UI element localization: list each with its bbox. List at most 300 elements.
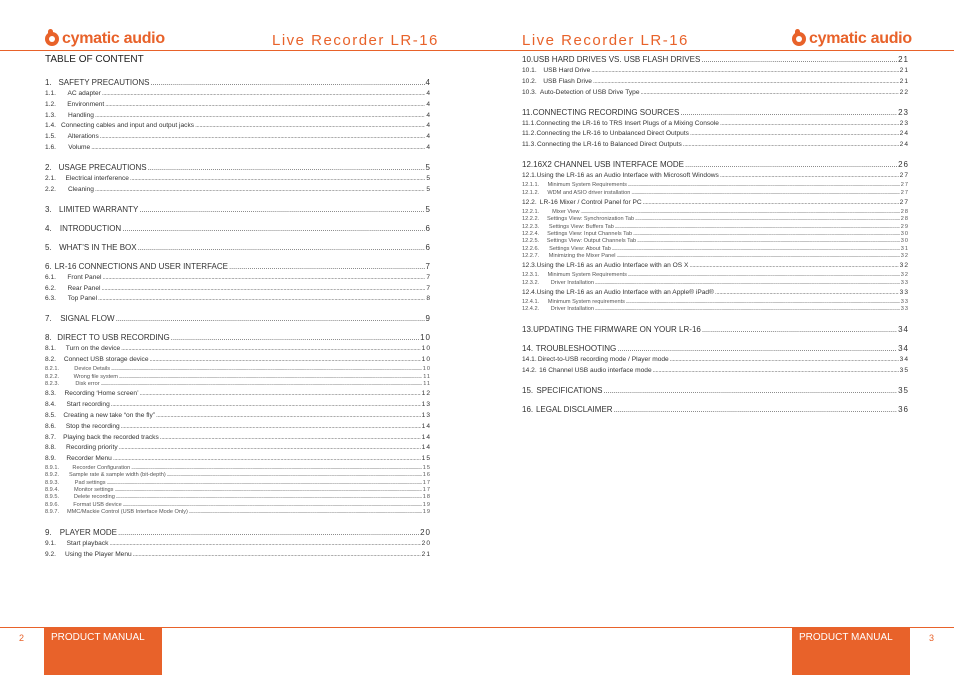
toc-entry-page: 4: [426, 133, 431, 141]
toc-entry: [45, 101, 431, 108]
toc-entry-number: 9.: [45, 527, 52, 537]
toc-entry-title: Wrong file system: [73, 373, 118, 380]
toc-entry: [522, 130, 909, 137]
toc-entry: [522, 405, 909, 414]
toc-entry-page: 32: [900, 252, 909, 259]
toc-entry-number: 6.1.: [45, 273, 56, 281]
dot-leader: [139, 205, 424, 214]
toc-entry-number: 1.2.: [45, 100, 56, 108]
toc-entry-title: 16X2 CHANNEL USB INTERFACE MODE: [533, 160, 684, 170]
dot-leader: [614, 405, 898, 414]
toc-entry-number: 12.1.1.: [522, 182, 540, 189]
toc-entry: [522, 246, 909, 252]
toc-entry-number: 1.3.: [45, 111, 56, 119]
toc-entry: [522, 306, 909, 312]
toc-entry-number: 12.2.2.: [522, 216, 540, 223]
dot-leader: [131, 465, 422, 471]
toc-entry-number: 11.3.: [522, 141, 537, 149]
toc-entry-title: LIMITED WARRANTY: [59, 204, 139, 214]
toc-entry: [522, 367, 909, 374]
toc-entry-number: 8.6.: [45, 422, 56, 430]
toc-entry-title: Settings View: Output Channels Tab: [546, 238, 637, 245]
toc-entry-page: 14: [421, 422, 431, 430]
toc-entry-number: 10.1.: [522, 67, 537, 74]
toc-entry: [45, 540, 431, 547]
toc-entry-page: 15: [421, 455, 431, 463]
toc-entry: [45, 90, 431, 97]
toc-entry-page: 33: [900, 299, 909, 306]
toc-entry: [45, 224, 431, 233]
toc-entry-number: 10.2.: [522, 77, 537, 85]
dot-leader: [683, 141, 899, 148]
brand-name: cymatic audio: [62, 30, 165, 47]
dot-leader: [641, 89, 899, 96]
page-number-right: 3: [929, 633, 935, 643]
toc-entry-page: 36: [898, 405, 909, 415]
toc-entry-page: 33: [900, 279, 909, 286]
toc-entry-page: 15: [422, 465, 431, 472]
toc-entry-number: 1.6.: [45, 144, 56, 151]
toc-entry-page: 14: [421, 433, 431, 441]
toc-entry-page: 33: [899, 289, 909, 297]
dot-leader: [118, 528, 419, 537]
header-rule: [0, 50, 954, 51]
dot-leader: [595, 280, 900, 286]
toc-entry-title: INTRODUCTION: [59, 223, 122, 233]
dot-leader: [121, 345, 420, 352]
toc-entry-title: USAGE PRECAUTIONS: [58, 163, 147, 172]
dot-leader: [122, 224, 424, 233]
toc-entry-number: 8.2.2.: [45, 373, 59, 380]
toc-entry-page: 10: [420, 333, 431, 343]
toc-entry: [45, 262, 431, 271]
toc-entry: [45, 444, 431, 451]
dot-leader: [119, 374, 422, 380]
toc-entry-title: Connecting the LR-16 to TRS Insert Plugs of a Mixing Console: [536, 119, 719, 127]
toc-entry: [45, 480, 431, 486]
toc-entry: [522, 55, 909, 64]
toc-entry-title: Sample rate & sample width (bit-depth): [69, 472, 166, 479]
toc-entry: [45, 494, 431, 500]
toc-entry-page: 9: [425, 314, 431, 324]
dot-leader: [148, 163, 425, 172]
toc-entry-title: Minimum System Requirements: [547, 272, 627, 279]
toc-entry: [522, 120, 909, 127]
dot-leader: [631, 190, 899, 196]
toc-entry-page: 8: [426, 295, 431, 303]
toc-entry-page: 16: [422, 472, 431, 479]
toc-entry-number: 6.2.: [45, 284, 56, 292]
toc-entry: [522, 190, 909, 196]
dot-leader: [111, 366, 422, 372]
toc-entry-number: 8.9.5.: [45, 494, 59, 501]
toc-entry: [45, 423, 431, 430]
toc-entry: [45, 333, 431, 342]
dot-leader: [643, 199, 899, 206]
toc-entry: [45, 509, 431, 515]
toc-entry: [45, 390, 431, 397]
toc-entry-title: Minimum System requirements: [547, 299, 625, 306]
toc-entry: [45, 401, 431, 408]
page-number-left: 2: [19, 633, 25, 643]
toc-entry-number: 9.2.: [45, 550, 56, 558]
toc-entry-title: DIRECT TO USB RECORDING: [57, 333, 170, 343]
toc-entry-title: Auto-Detection of USB Drive Type: [539, 88, 640, 96]
toc-entry-page: 34: [898, 325, 909, 335]
toc-entry-page: 17: [422, 479, 431, 486]
toc-entry-title: USB Hard Drive: [543, 67, 591, 74]
toc-entry: [45, 205, 431, 214]
toc-entry-number: 12.2.1.: [522, 209, 540, 215]
dot-leader: [91, 144, 425, 151]
toc-entry-title: Recording priority: [65, 444, 118, 452]
dot-leader: [105, 101, 425, 108]
toc-entry-title: USB Flash Drive: [543, 77, 592, 85]
toc-entry: [45, 345, 431, 352]
toc-entry: [45, 295, 431, 302]
toc-entry: [522, 172, 909, 179]
toc-entry: [522, 262, 909, 269]
toc-entry-page: 30: [900, 238, 909, 245]
toc-entry-page: 7: [426, 273, 431, 281]
toc-entry: [45, 455, 431, 462]
toc-entry-title: UPDATING THE FIRMWARE ON YOUR LR-16: [533, 325, 701, 335]
toc-entry-number: 12.2.: [522, 199, 537, 206]
toc-entry-page: 29: [900, 223, 909, 230]
toc-entry-title: Cleaning: [67, 185, 94, 193]
toc-entry-number: 2.: [45, 163, 52, 172]
toc-entry-page: 24: [899, 141, 909, 149]
dot-leader: [114, 487, 421, 493]
toc-entry: [522, 199, 909, 206]
toc-entry: [45, 144, 431, 151]
toc-entry: [522, 344, 909, 353]
toc-entry-number: 8.5.: [45, 411, 56, 419]
toc-entry-page: 27: [900, 182, 909, 189]
toc-entry: [45, 434, 431, 441]
toc-entry: [522, 272, 909, 278]
toc-entry-title: Top Panel: [67, 295, 98, 303]
dot-leader: [637, 238, 900, 244]
toc-entry-title: Minimum System Requirements: [547, 182, 627, 189]
toc-entry-title: Recorder Menu: [66, 455, 112, 463]
toc-entry: [45, 412, 431, 419]
toc-entry-page: 30: [900, 230, 909, 237]
toc-entry: [45, 285, 431, 292]
toc-entry-number: 14.: [522, 344, 534, 354]
toc-entry-page: 27: [899, 172, 909, 180]
toc-entry: [45, 243, 431, 252]
dot-leader: [119, 444, 421, 451]
toc-entry-number: 8.9.: [45, 455, 56, 463]
dot-leader: [633, 231, 900, 237]
toc-entry: [522, 216, 909, 222]
dot-leader: [111, 401, 421, 408]
toc-entry-title: Using the LR-16 as an Audio Interface with Microsoft Windows: [536, 172, 719, 180]
toc-entry-page: 21: [899, 77, 909, 85]
toc-entry: [522, 238, 909, 244]
toc-entry-page: 24: [899, 130, 909, 138]
toc-entry-number: 12.: [522, 160, 534, 170]
toc-entry-number: 4.: [45, 223, 52, 233]
dot-leader: [189, 509, 422, 515]
product-title-left: Live Recorder LR-16: [272, 32, 439, 49]
toc-entry-number: 12.2.6.: [522, 245, 540, 252]
toc-entry: [45, 366, 431, 372]
toc-entry-page: 32: [900, 272, 909, 279]
dot-leader: [612, 246, 900, 252]
toc-entry-number: 8.9.4.: [45, 487, 59, 493]
dot-leader: [580, 209, 899, 215]
toc-entry-page: 35: [899, 367, 909, 375]
toc-entry-page: 5: [426, 175, 431, 182]
toc-entry-number: 15.: [522, 386, 534, 396]
dot-leader: [116, 314, 425, 323]
toc-entry-title: Connecting cables and input and output jacks: [60, 122, 195, 130]
toc-entry-page: 19: [422, 508, 431, 515]
toc-entry-title: Device Details: [74, 366, 111, 373]
toc-entry-page: 23: [899, 119, 909, 127]
toc-entry-title: Settings View: Input Channels Tab: [547, 230, 633, 237]
toc-entry-title: Start recording: [66, 401, 110, 409]
brand-logo-left: [45, 30, 165, 48]
toc-entry-number: 8.2.: [45, 356, 56, 364]
toc-entry: [45, 465, 431, 471]
toc-entry: [45, 186, 431, 193]
dot-leader: [107, 480, 422, 486]
toc-entry: [522, 141, 909, 148]
toc-entry-page: 19: [422, 501, 431, 508]
toc-entry: [45, 381, 431, 387]
toc-entry-title: Connecting the LR-16 to Unbalanced Direct Outputs: [536, 130, 689, 138]
toc-entry-title: Using the LR-16 as an Audio Interface with an OS X: [536, 262, 689, 270]
toc-entry-title: PLAYER MODE: [59, 527, 117, 537]
toc-entry-title: Stop the recording: [65, 422, 120, 430]
toc-entry-number: 8.8.: [45, 444, 56, 452]
toc-entry: [522, 253, 909, 259]
dot-leader: [702, 325, 897, 334]
toc-entry-number: 12.2.5.: [522, 238, 540, 245]
toc-entry-page: 14: [421, 444, 431, 452]
toc-entry-number: 11.: [522, 107, 533, 117]
dot-leader: [167, 472, 422, 478]
toc-entry-number: 3.: [45, 204, 52, 214]
toc-entry: [45, 122, 431, 129]
toc-entry-page: 21: [898, 55, 909, 64]
dot-leader: [101, 285, 425, 292]
toc-entry-title: SIGNAL FLOW: [60, 314, 115, 324]
toc-entry-page: 10: [421, 356, 431, 364]
toc-entry-page: 6: [425, 242, 431, 252]
toc-entry-page: 21: [899, 67, 909, 74]
toc-entry-page: 26: [898, 160, 909, 170]
dot-leader: [95, 186, 425, 193]
toc-entry-number: 11.2.: [522, 130, 537, 138]
toc-entry-title: SAFETY PRECAUTIONS: [58, 78, 150, 87]
dot-leader: [195, 122, 425, 129]
toc-entry-page: 10: [421, 345, 431, 353]
toc-entry-title: Connect USB storage device: [63, 356, 149, 364]
toc-entry-number: 12.4.2.: [522, 306, 540, 313]
product-manual-tab-left: PRODUCT MANUAL: [44, 628, 162, 675]
toc-entry: [45, 163, 431, 172]
toc-entry-title: Turn on the device: [65, 345, 121, 353]
toc-entry-number: 14.2.: [522, 367, 537, 375]
toc-entry-title: Settings View: Synchronization Tab: [546, 216, 635, 223]
toc-entry-page: 4: [426, 111, 431, 119]
toc-entry: [522, 299, 909, 305]
toc-entry-number: 8.9.2.: [45, 472, 59, 479]
toc-entry-page: 5: [426, 185, 431, 193]
toc-entry-title: CONNECTING RECORDING SOURCES: [532, 107, 680, 117]
toc-entry: [45, 374, 431, 380]
toc-entry-title: WDM and ASIO driver installation: [547, 189, 631, 196]
toc-entry-number: 12.4.: [522, 289, 537, 297]
toc-entry-title: Pad settings: [74, 479, 106, 486]
toc-entry-number: 10.3.: [522, 88, 537, 96]
product-title-right: Live Recorder LR-16: [522, 32, 689, 49]
dot-leader: [109, 540, 420, 547]
toc-entry-title: Settings View: Buffers Tab: [548, 223, 614, 230]
toc-entry-number: 8.9.1.: [45, 465, 59, 472]
toc-entry-number: 6.3.: [45, 295, 56, 303]
dot-leader: [130, 175, 425, 182]
toc-entry: [45, 175, 431, 182]
dot-leader: [591, 67, 898, 74]
toc-entry-title: Creating a new take “on the fly”: [63, 411, 156, 419]
dot-leader: [101, 381, 423, 387]
toc-entry-number: 8.2.1.: [45, 366, 59, 373]
toc-entry-title: Handling: [67, 111, 94, 119]
toc-entry-number: 1.: [45, 78, 52, 87]
dot-leader: [604, 386, 898, 395]
dot-leader: [140, 390, 421, 397]
toc-entry: [45, 472, 431, 478]
toc-entry-title: Volume: [68, 144, 91, 151]
toc-entry: [45, 487, 431, 493]
dot-leader: [617, 253, 900, 259]
toc-entry-page: 34: [898, 344, 909, 354]
dot-leader: [685, 160, 897, 169]
toc-entry-number: 8.9.6.: [45, 501, 59, 508]
toc-entry-number: 14.1.: [522, 356, 537, 364]
dot-leader: [628, 182, 900, 188]
toc-entry: [45, 112, 431, 119]
dot-leader: [156, 412, 421, 419]
dot-leader: [121, 423, 421, 430]
toc-entry: [522, 209, 909, 215]
toc-entry: [522, 224, 909, 230]
toc-entry-title: TROUBLESHOOTING: [535, 344, 617, 354]
toc-entry-page: 7: [426, 284, 431, 292]
dog-logo-icon: [792, 32, 806, 46]
toc-entry: [45, 528, 431, 537]
toc-entry-number: 12.1.2.: [522, 189, 540, 196]
dot-leader: [229, 262, 425, 271]
dog-logo-icon: [45, 32, 59, 46]
dot-leader: [103, 274, 426, 281]
toc-entry-page: 5: [425, 163, 431, 172]
toc-entry-title: Driver Installation: [550, 279, 594, 286]
toc-entry-number: 5.: [45, 242, 52, 252]
dot-leader: [113, 455, 421, 462]
product-manual-tab-right: PRODUCT MANUAL: [792, 628, 910, 675]
toc-entry-page: 4: [426, 90, 431, 97]
toc-entry-number: 16.: [522, 405, 534, 415]
toc-entry-page: 28: [900, 209, 909, 215]
toc-entry-page: 13: [421, 411, 431, 419]
dot-leader: [628, 272, 900, 278]
toc-title: TABLE OF CONTENT: [45, 54, 144, 65]
toc-entry-page: 17: [422, 487, 431, 493]
dot-leader: [95, 112, 425, 119]
toc-entry-number: 8.9.7.: [45, 508, 59, 515]
toc-entry-page: 4: [426, 122, 431, 130]
toc-entry-number: 2.1.: [45, 175, 56, 182]
toc-entry-page: 4: [426, 144, 431, 151]
toc-entry-number: 12.1.: [522, 172, 537, 180]
toc-entry: [522, 231, 909, 237]
toc-entry-title: Electrical interference: [65, 175, 129, 182]
toc-entry-page: 20: [421, 539, 431, 547]
toc-entry: [522, 78, 909, 85]
toc-entry-page: 21: [421, 550, 431, 558]
toc-entry: [45, 133, 431, 140]
toc-entry: [522, 89, 909, 96]
brand-logo-right: [792, 30, 912, 48]
dot-leader: [689, 262, 898, 269]
toc-entry-title: Driver Installation: [550, 306, 594, 313]
toc-entry-title: Connecting the LR-16 to Balanced Direct Outputs: [536, 141, 682, 149]
toc-entry-title: WHAT’S IN THE BOX: [59, 242, 137, 252]
dot-leader: [160, 434, 421, 441]
toc-entry-page: 7: [425, 261, 431, 271]
toc-entry-number: 7.: [45, 314, 52, 324]
toc-entry-number: 8.4.: [45, 401, 56, 409]
toc-entry: [522, 108, 909, 117]
dot-leader: [720, 172, 899, 179]
toc-entry-page: 27: [900, 189, 909, 196]
dot-leader: [701, 55, 897, 64]
toc-entry-title: LR-16 CONNECTIONS AND USER INTERFACE: [54, 261, 228, 271]
toc-entry: [45, 274, 431, 281]
toc-entry-page: 27: [899, 199, 909, 206]
dot-leader: [617, 344, 897, 353]
brand-name: cymatic audio: [809, 30, 912, 47]
toc-entry-number: 8.2.3.: [45, 380, 59, 387]
toc-entry-number: 11.1.: [522, 119, 537, 127]
toc-entry-title: USB HARD DRIVES VS. USB FLASH DRIVES: [533, 55, 701, 64]
toc-entry-page: 33: [900, 306, 909, 313]
toc-entry-title: Direct-to-USB recording mode / Player mode: [537, 356, 669, 364]
toc-entry-number: 8.7.: [45, 433, 56, 441]
toc-entry-page: 20: [420, 527, 431, 537]
toc-entry-title: Using the Player Menu: [64, 550, 132, 558]
toc-entry-page: 13: [421, 401, 431, 409]
toc-entry-page: 35: [898, 386, 909, 396]
toc-entry-page: 31: [900, 245, 909, 252]
dot-leader: [595, 306, 900, 312]
toc-entry-title: Settings View: About Tab: [549, 245, 611, 252]
dot-leader: [123, 502, 422, 508]
dot-leader: [150, 78, 424, 87]
toc-entry: [522, 386, 909, 395]
toc-entry-number: 1.5.: [45, 133, 56, 141]
toc-entry: [45, 502, 431, 508]
toc-entry-page: 5: [425, 204, 431, 214]
toc-entry-title: Monitor settings: [73, 487, 114, 493]
toc-entry-number: 2.2.: [45, 185, 56, 193]
